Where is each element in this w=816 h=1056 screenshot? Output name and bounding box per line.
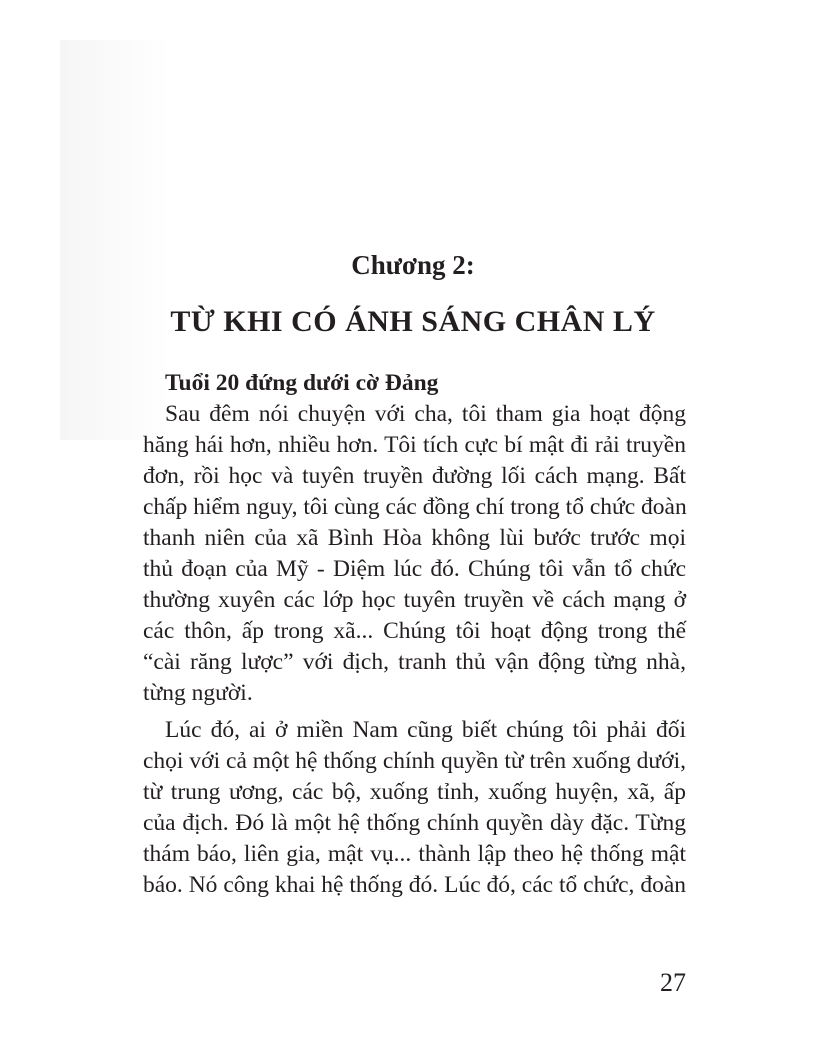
chapter-title: TỪ KHI CÓ ÁNH SÁNG CHÂN LÝ <box>170 305 656 338</box>
page-number: 27 <box>660 968 686 997</box>
text-line: Sau đêm nói chuyện với cha, tôi tham gia hoạt động <box>165 401 686 427</box>
text-line: của địch. Đó là một hệ thống chính quyền dày đặc. Từng <box>143 810 686 836</box>
paragraph <box>143 715 686 901</box>
text-line: thường xuyên các lớp học tuyên truyền về cách mạng ở <box>143 587 686 613</box>
text-line: từng người. <box>143 680 253 706</box>
text-line: các thôn, ấp trong xã... Chúng tôi hoạt động trong thế <box>143 618 686 644</box>
text-line: thủ đoạn của Mỹ - Diệm lúc đó. Chúng tôi vẫn tổ chức <box>143 556 686 582</box>
text-line: báo. Nó công khai hệ thống đó. Lúc đó, các tổ chức, đoàn <box>143 872 686 898</box>
text-line: từ trung ương, các bộ, xuống tỉnh, xuống huyện, xã, ấp <box>143 779 686 805</box>
chapter-label: Chương 2: <box>351 250 475 280</box>
body-text <box>143 368 686 901</box>
text-line: thanh niên của xã Bình Hòa không lùi bước trước mọi <box>143 525 686 551</box>
text-line: đơn, rồi học và tuyên truyền đường lối cách mạng. Bất <box>143 463 686 489</box>
section-heading: Tuổi 20 đứng dưới cờ Đảng <box>165 370 439 396</box>
text-line: “cài răng lược” với địch, tranh thủ vận động từng nhà, <box>143 649 686 675</box>
text-line: chọi với cả một hệ thống chính quyền từ trên xuống dưới, <box>143 748 686 774</box>
text-line: chấp hiểm nguy, tôi cùng các đồng chí trong tổ chức đoàn <box>143 494 687 520</box>
text-line: hăng hái hơn, nhiều hơn. Tôi tích cực bí mật đi rải truyền <box>143 432 686 458</box>
paragraph <box>143 399 686 709</box>
paragraphs <box>143 399 686 901</box>
text-line: thám báo, liên gia, mật vụ... thành lập theo hệ thống mật <box>143 841 686 867</box>
text-line: Lúc đó, ai ở miền Nam cũng biết chúng tôi phải đối <box>165 717 686 743</box>
